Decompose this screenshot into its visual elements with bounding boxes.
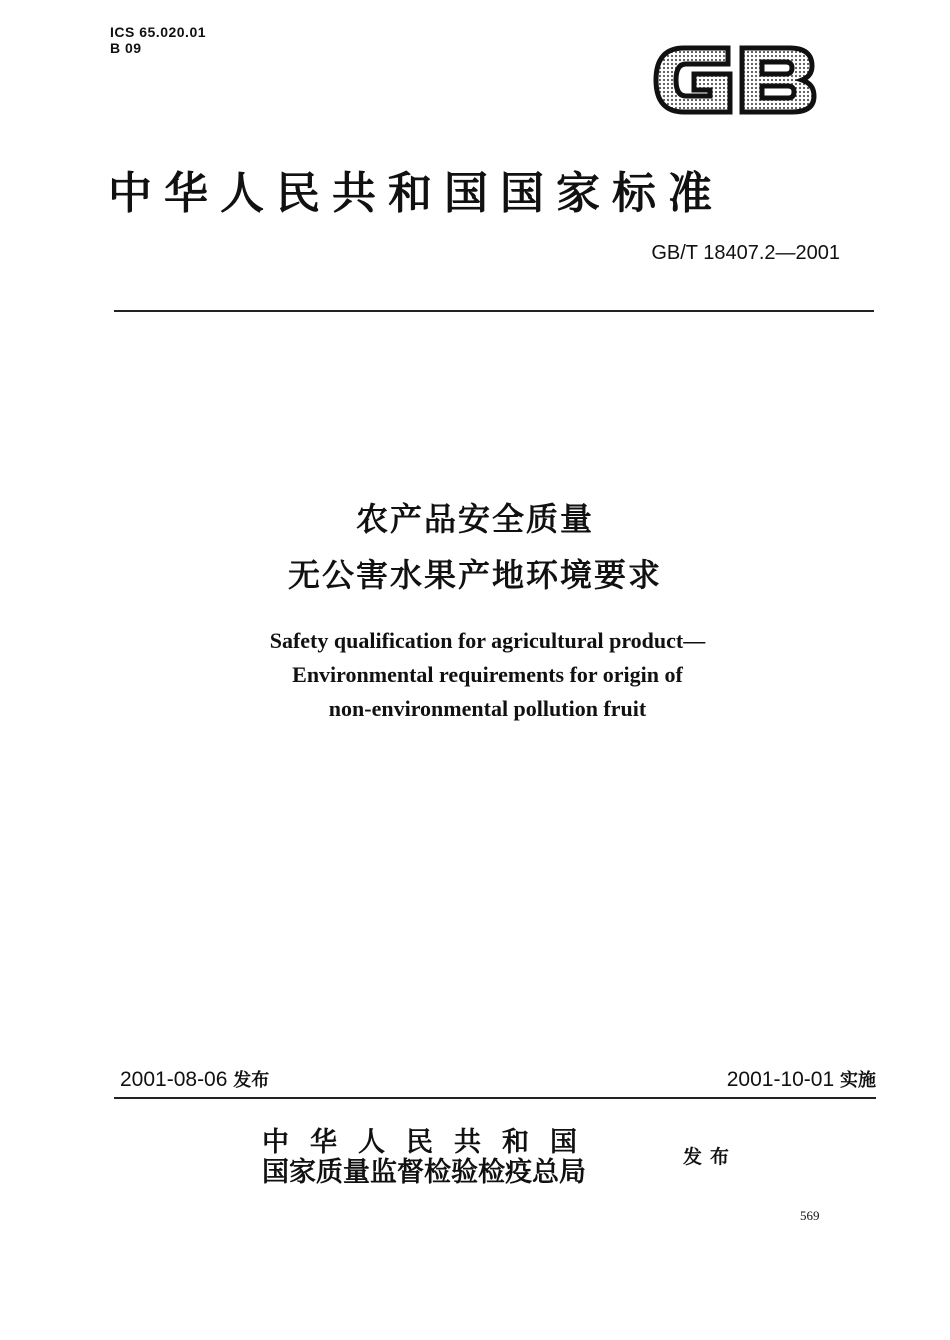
- chinese-title-line-2: 无公害水果产地环境要求: [287, 556, 662, 594]
- ics-code: ICS 65.020.01: [110, 24, 207, 40]
- gb-logo: [650, 38, 820, 122]
- english-title-line-1: Safety qualification for agricultural product—: [269, 628, 706, 653]
- issue-date: [120, 1066, 269, 1092]
- implement-date-value: 2001-10-01: [726, 1068, 835, 1091]
- standard-code: GB/T 18407.2—2001: [651, 242, 840, 264]
- english-title: [0, 624, 950, 726]
- english-title-line-2: Environmental requirements for origin of: [292, 662, 683, 687]
- classification-codes: [110, 24, 206, 56]
- english-title-line-3: non-environmental pollution fruit: [328, 696, 647, 721]
- issue-date-value: 2001-08-06: [120, 1068, 228, 1091]
- issuer-line-1: 中华人民共和国: [262, 1127, 598, 1158]
- top-divider: [114, 310, 874, 312]
- page-number: 569: [800, 1208, 820, 1223]
- bottom-divider: [114, 1097, 876, 1099]
- gb-logo-icon: [650, 38, 820, 122]
- ccs-code: B 09: [110, 40, 142, 56]
- issuer-block: [262, 1128, 598, 1188]
- issuer-line-2: 国家质量监督检验检疫总局: [262, 1157, 586, 1188]
- release-label: 发布: [683, 1146, 738, 1168]
- implement-date-label: 实施: [840, 1070, 876, 1091]
- chinese-title-line-1: 农产品安全质量: [355, 500, 594, 538]
- implement-date: [727, 1066, 876, 1092]
- issue-date-label: 发布: [233, 1070, 270, 1091]
- national-standard-heading: 中华人民共和国国家标准: [108, 168, 724, 219]
